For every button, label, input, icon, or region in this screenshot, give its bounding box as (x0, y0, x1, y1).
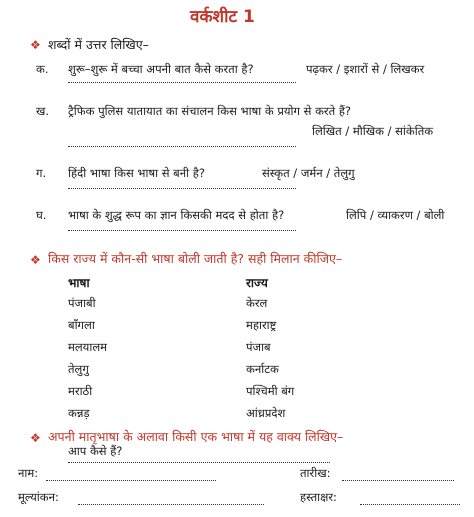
diamond-bullet-icon: ❖ (30, 38, 41, 52)
language-item: मलयालम (68, 340, 107, 354)
question-text: ट्रैफिक पुलिस यातायात का संचालन किस भाषा के प्रयोग से करते हैं? (68, 104, 352, 118)
question-marker: ख. (36, 104, 50, 118)
page-title: वर्कशीट 1 (190, 7, 255, 27)
question-text: शुरू–शुरू में बच्चा अपनी बात कैसे करता है? (68, 62, 254, 76)
state-item: महाराष्ट्र (246, 318, 277, 332)
language-item: पंजाबी (68, 296, 96, 310)
question-marker: घ. (36, 208, 47, 222)
answer-line[interactable] (68, 462, 330, 463)
section2-heading: किस राज्य में कौन-सी भाषा बोली जाती है? सही मिलान कीजिए– (48, 251, 343, 266)
question-options: संस्कृत / जर्मन / तेलुगु (262, 166, 355, 180)
question-marker: क. (36, 62, 49, 76)
evaluation-label: मूल्यांकन: (18, 490, 59, 504)
evaluation-field[interactable] (78, 504, 264, 505)
language-item: तेलुगु (68, 362, 89, 376)
signature-label: हस्ताक्षर: (300, 490, 337, 504)
question-options: लिखित / मौखिक / सांकेतिक (312, 124, 434, 138)
sentence-to-translate: आप कैसे हैं? (68, 444, 123, 458)
date-label: तारीख: (300, 466, 331, 480)
name-label: नाम: (18, 466, 39, 480)
language-item: मराठी (68, 384, 93, 398)
diamond-bullet-icon: ❖ (30, 431, 41, 445)
answer-line[interactable] (68, 230, 296, 231)
state-item: कर्नाटक (246, 362, 279, 376)
question-marker: ग. (36, 166, 47, 180)
answer-line[interactable] (68, 82, 296, 83)
question-options: लिपि / व्याकरण / बोली (346, 208, 445, 222)
column-header-state: राज्य (246, 276, 268, 290)
name-field[interactable] (46, 480, 216, 481)
answer-line[interactable] (68, 146, 296, 147)
section1-heading: शब्दों में उत्तर लिखिए– (48, 37, 149, 52)
state-item: केरल (246, 296, 268, 310)
section3-heading: अपनी मातृभाषा के अलावा किसी एक भाषा में यह वाक्य लिखिए– (48, 429, 344, 444)
question-text: भाषा के शुद्ध रूप का ज्ञान किसकी मदद से होता है? (68, 208, 285, 222)
diamond-bullet-icon: ❖ (30, 253, 41, 267)
question-text: हिंदी भाषा किस भाषा से बनी है? (68, 166, 205, 180)
question-options: पढ़कर / इशारों से / लिखकर (306, 62, 425, 76)
signature-field[interactable] (360, 504, 460, 505)
state-item: आंध्रप्रदेश (246, 406, 286, 420)
language-item: कन्नड़ (68, 406, 90, 420)
answer-line[interactable] (68, 188, 296, 189)
date-field[interactable] (342, 480, 454, 481)
state-item: पश्चिमी बंग (246, 384, 295, 398)
language-item: बाँगला (68, 318, 95, 332)
column-header-language: भाषा (68, 276, 90, 290)
state-item: पंजाब (246, 340, 271, 354)
